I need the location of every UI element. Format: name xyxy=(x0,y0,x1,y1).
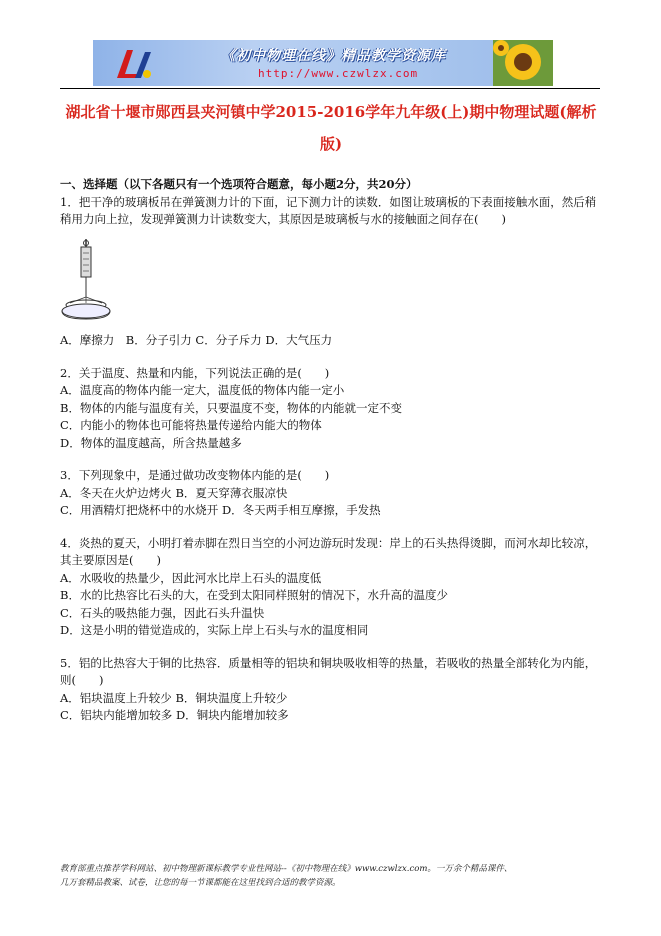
header-divider xyxy=(60,88,600,89)
footer-line-1: 教育部重点推荐学科网站、初中物理新课标教学专业性网站--《初中物理在线》www.czwlzx.com。一万余个精品课件、 xyxy=(60,864,513,874)
question-1-stem: 1．把干净的玻璃板吊在弹簧测力计的下面，记下测力计的读数．如图让玻璃板的下表面接触水面，然后稍稍用力向上拉，发现弹簧测力计读数变大，其原因是玻璃板与水的接触面之间存在( ) xyxy=(60,194,597,226)
question-4-option-c: C．石头的吸热能力强，因此石头升温快 xyxy=(60,605,265,620)
banner-url: http://www.czwlzx.com xyxy=(258,67,419,80)
footer-line-2: 几万套精品教案、试卷，让您的每一节课都能在这里找到合适的教学资源。 xyxy=(60,878,341,888)
question-4-option-d: D．这是小明的错觉造成的，实际上岸上石头与水的温度相同 xyxy=(60,623,369,637)
question-4-stem: 4．炎热的夏天，小明打着赤脚在烈日当空的小河边游玩时发现：岸上的石头热得烫脚，而河水却比较凉，其主要原因是( ) xyxy=(60,535,597,567)
question-1-options: A．摩擦力 B．分子引力 C．分子斥力 D．大气压力 xyxy=(60,333,333,347)
question-3-options-cd: C．用酒精灯把烧杯中的水烧开 D．冬天两手相互摩擦，手发热 xyxy=(60,503,381,517)
question-section xyxy=(60,176,605,725)
page-footer xyxy=(60,862,605,890)
question-3-options-ab: A．冬天在火炉边烤火 B．夏天穿薄衣服凉快 xyxy=(60,485,288,500)
question-3-stem: 3．下列现象中，是通过做功改变物体内能的是( ) xyxy=(60,468,330,482)
question-5-options-ab: A．铝块温度上升较少 B．铜块温度上升较少 xyxy=(60,690,288,705)
question-2-option-c: C．内能小的物体也可能将热量传递给内能大的物体 xyxy=(60,418,322,432)
spring-scale-figure xyxy=(60,237,112,321)
site-logo-icon xyxy=(111,44,155,82)
banner-title: 《初中物理在线》精品教学资源库 xyxy=(221,48,446,64)
header-banner xyxy=(93,40,553,86)
question-5-options-cd: C．铝块内能增加较多 D．铜块内能增加较多 xyxy=(60,708,289,722)
question-2-option-a: A．温度高的物体内能一定大，温度低的物体内能一定小 xyxy=(60,383,345,397)
section-heading: 一、选择题（以下各题只有一个选项符合题意，每小题2分，共20分） xyxy=(60,177,418,191)
question-2-stem: 2．关于温度、热量和内能，下列说法正确的是( ) xyxy=(60,365,330,380)
question-4-option-b: B．水的比热容比石头的大，在受到太阳同样照射的情况下，水升高的温度少 xyxy=(60,588,448,602)
question-5-stem: 5．铝的比热容大于铜的比热容．质量相等的铝块和铜块吸收相等的热量，若吸收的热量全部转化为内能，则( ) xyxy=(60,655,597,687)
question-2-option-d: D．物体的温度越高，所含热量越多 xyxy=(60,435,242,450)
document-title: 湖北省十堰市郧西县夹河镇中学2015-2016学年九年级(上)期中物理试题(解析版) xyxy=(65,103,597,153)
question-4-option-a: A．水吸收的热量少，因此河水比岸上石头的温度低 xyxy=(60,570,322,585)
question-2-option-b: B．物体的内能与温度有关，只要温度不变，物体的内能就一定不变 xyxy=(60,400,402,415)
sunflower-icon xyxy=(493,40,553,86)
